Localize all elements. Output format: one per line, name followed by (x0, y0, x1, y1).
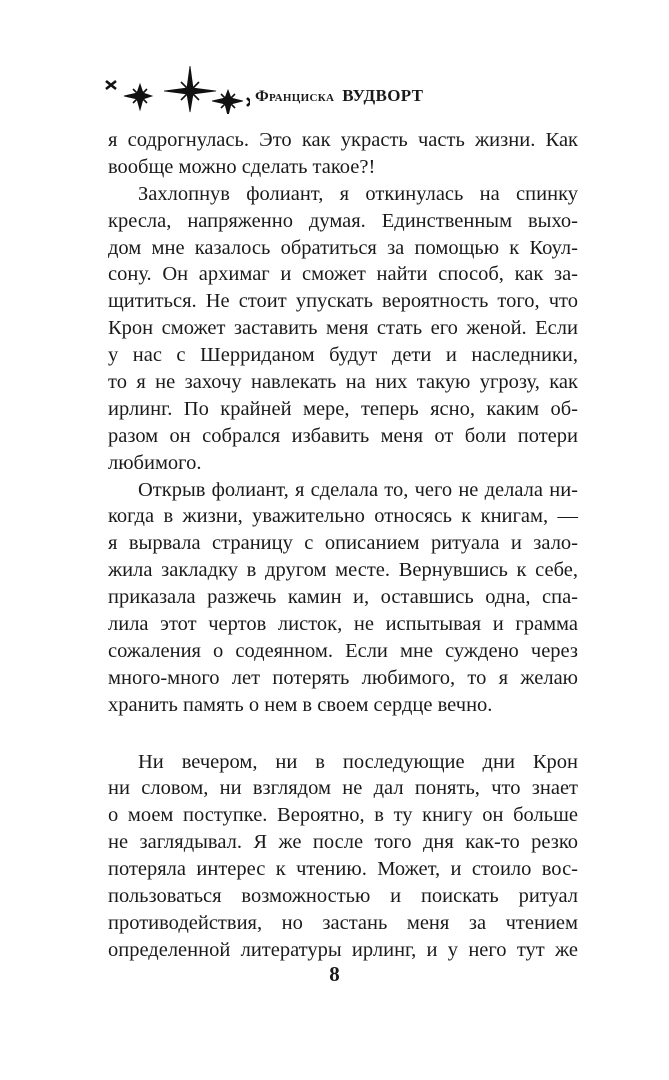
text-line: потеряла интерес к чтению. Может, и стоило вос- (108, 858, 578, 881)
paragraph (108, 181, 578, 477)
text-line: хранить память о нем в своем сердце вечно. (108, 693, 493, 716)
text-line: вообще можно сделать такое?! (108, 155, 376, 178)
text-line: ни словом, ни взглядом не дал понять, что знает (108, 777, 578, 800)
running-header (100, 64, 580, 114)
text-line: дом мне казалось обратиться за помощью к Коул- (108, 236, 578, 259)
text-line: я вырвала страницу с описанием ритуала и зало- (108, 532, 578, 555)
text-line: у нас с Шерриданом будут дети и наследники, (108, 344, 578, 367)
text-line: Крон сможет заставить меня стать его женой. Если (108, 317, 578, 340)
stars-ornament-icon (100, 64, 250, 114)
text-line: щититься. Не стоит упускать вероятность того, что (108, 290, 578, 313)
text-line: много-много лет потерять любимого, то я желаю (108, 666, 578, 689)
text-line: сожаления о содеянном. Если мне суждено через (108, 639, 578, 662)
paragraph (108, 749, 578, 964)
text-line: противодействия, но застань меня за чтением (108, 911, 578, 934)
text-line: когда в жизни, уважительно относясь к книгам, — (108, 505, 578, 528)
text-line: жила закладку в другом месте. Вернувшись к себе, (108, 559, 578, 582)
section-break (108, 719, 578, 749)
text-line: разом он собрался избавить меня от боли потери (108, 424, 578, 447)
paragraph (108, 127, 578, 181)
text-line: Открыв фолиант, я сделала то, чего не делала ни- (138, 478, 578, 501)
text-line: Ни вечером, ни в последующие дни Крон (138, 750, 578, 773)
text-line: лила этот чертов листок, не испытывая и грамма (108, 613, 578, 636)
page-number: 8 (329, 962, 340, 986)
text-line: определенной литературы ирлинг, и у него тут же (108, 938, 578, 961)
text-line: Захлопнув фолиант, я откинулась на спинку (138, 182, 578, 205)
text-line: приказала разжечь камин и, оставшись одна, спа- (108, 586, 578, 609)
text-line: ирлинг. По крайней мере, теперь ясно, каким об- (108, 397, 578, 420)
body-text (108, 127, 578, 964)
author-last-name: ВУДВОРТ (342, 86, 424, 105)
text-line: кресла, напряженно думая. Единственным выхо- (108, 209, 578, 232)
text-line: о моем поступке. Вероятно, в ту книгу он больше (108, 804, 578, 827)
text-line: сону. Он архимаг и сможет найти способ, как за- (108, 263, 578, 286)
text-line: то я не захочу навлекать на них такую угрозу, как (108, 371, 578, 394)
text-line: любимого. (108, 451, 202, 474)
text-line: не заглядывал. Я же после того дня как-то резко (108, 831, 578, 854)
text-line: пользоваться возможностью и поискать ритуал (108, 885, 578, 908)
paragraph (108, 477, 578, 719)
text-line: я содрогнулась. Это как украсть часть жизни. Как (108, 129, 578, 151)
author-first-name: Франциска (255, 88, 335, 105)
